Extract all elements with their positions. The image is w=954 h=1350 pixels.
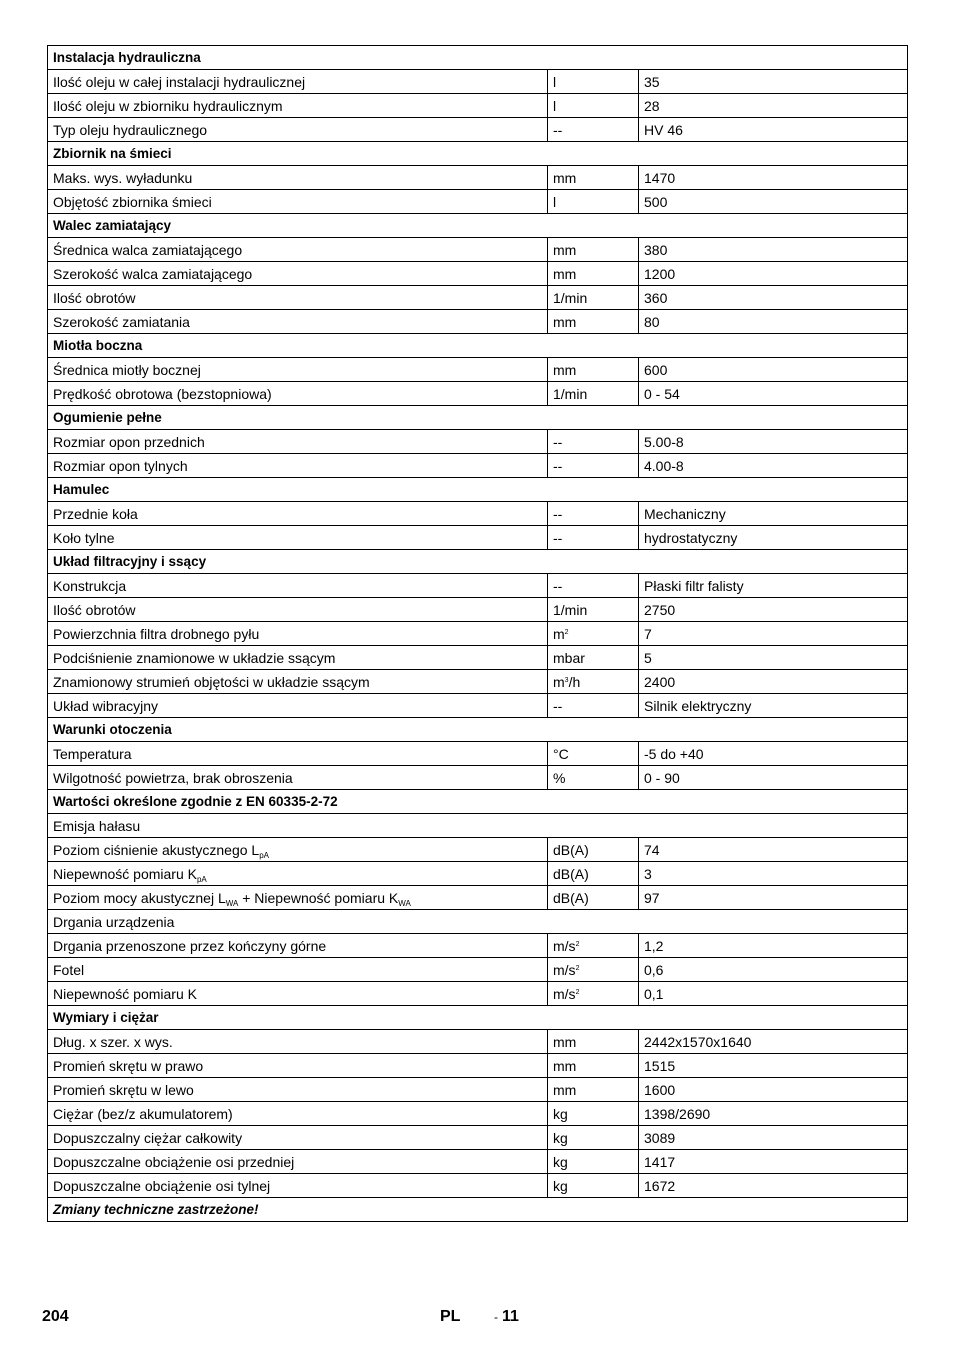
- section-row: [48, 142, 908, 166]
- spec-label: Średnica walca zamiatającego: [48, 238, 548, 262]
- spec-unit: --: [548, 694, 639, 718]
- section-heading: Hamulec: [48, 478, 908, 502]
- spec-value: 2750: [639, 598, 908, 622]
- spec-row: [48, 1078, 908, 1102]
- spec-label: Dopuszczalne obciążenie osi tylnej: [48, 1174, 548, 1198]
- spec-row: [48, 190, 908, 214]
- spec-value: 4.00-8: [639, 454, 908, 478]
- spec-value: 1470: [639, 166, 908, 190]
- spec-unit: --: [548, 430, 639, 454]
- spec-label: Ilość oleju w zbiorniku hydraulicznym: [48, 94, 548, 118]
- spec-label: Promień skrętu w lewo: [48, 1078, 548, 1102]
- spec-label: Drgania przenoszone przez kończyny górne: [48, 934, 548, 958]
- language-code: PL: [440, 1308, 461, 1325]
- spec-value: 0 - 90: [639, 766, 908, 790]
- subscript-text: WA: [398, 898, 411, 908]
- spec-unit: [548, 622, 639, 646]
- spec-unit: mm: [548, 1054, 639, 1078]
- spec-label: Koło tylne: [48, 526, 548, 550]
- spec-unit: kg: [548, 1174, 639, 1198]
- spec-unit: l: [548, 94, 639, 118]
- section-row: [48, 550, 908, 574]
- spec-unit: --: [548, 454, 639, 478]
- spec-row: [48, 982, 908, 1006]
- spec-value: Mechaniczny: [639, 502, 908, 526]
- spec-row: [48, 382, 908, 406]
- spec-unit: 1/min: [548, 598, 639, 622]
- spec-label: Dług. x szer. x wys.: [48, 1030, 548, 1054]
- spec-unit: --: [548, 574, 639, 598]
- spec-row: [48, 1174, 908, 1198]
- spec-label: Promień skrętu w prawo: [48, 1054, 548, 1078]
- spec-unit: --: [548, 118, 639, 142]
- spec-value: 380: [639, 238, 908, 262]
- spec-value: 1398/2690: [639, 1102, 908, 1126]
- subscript-text: pA: [259, 850, 270, 860]
- spec-row: [48, 670, 908, 694]
- spec-row: [48, 502, 908, 526]
- spec-row: [48, 1150, 908, 1174]
- section-heading: Wymiary i ciężar: [48, 1006, 908, 1030]
- spec-unit: l: [548, 190, 639, 214]
- spec-value: 80: [639, 310, 908, 334]
- subheading-row: [48, 814, 908, 838]
- spec-value: 1,2: [639, 934, 908, 958]
- spec-row: [48, 934, 908, 958]
- spec-row: [48, 1030, 908, 1054]
- section-heading: Warunki otoczenia: [48, 718, 908, 742]
- spec-row: [48, 622, 908, 646]
- spec-unit: 1/min: [548, 382, 639, 406]
- spec-label: Dopuszczalny ciężar całkowity: [48, 1126, 548, 1150]
- spec-label: Niepewność pomiaru K: [48, 982, 548, 1006]
- superscript-text: 2: [564, 628, 569, 636]
- spec-label: Znamionowy strumień objętości w układzie ssącym: [48, 670, 548, 694]
- spec-value: HV 46: [639, 118, 908, 142]
- spec-unit: %: [548, 766, 639, 790]
- section-row: [48, 46, 908, 70]
- spec-label: Rozmiar opon tylnych: [48, 454, 548, 478]
- spec-row: [48, 574, 908, 598]
- section-heading: Miotła boczna: [48, 334, 908, 358]
- spec-row: [48, 310, 908, 334]
- spec-row: [48, 598, 908, 622]
- spec-label: Ilość oleju w całej instalacji hydraulicznej: [48, 70, 548, 94]
- spec-unit: dB(A): [548, 886, 639, 910]
- spec-row: [48, 862, 908, 886]
- spec-unit: [548, 958, 639, 982]
- spec-value: 35: [639, 70, 908, 94]
- spec-label: [48, 838, 548, 862]
- spec-unit: --: [548, 502, 639, 526]
- spec-label: Objętość zbiornika śmieci: [48, 190, 548, 214]
- spec-value: 2442x1570x1640: [639, 1030, 908, 1054]
- spec-label: Układ wibracyjny: [48, 694, 548, 718]
- spec-value: 1515: [639, 1054, 908, 1078]
- spec-row: [48, 646, 908, 670]
- spec-value: 1672: [639, 1174, 908, 1198]
- spec-unit: [548, 670, 639, 694]
- subscript-text: WA: [225, 898, 239, 908]
- spec-value: Płaski filtr falisty: [639, 574, 908, 598]
- spec-unit: mm: [548, 238, 639, 262]
- spec-row: [48, 1126, 908, 1150]
- spec-label: [48, 862, 548, 886]
- spec-row: [48, 358, 908, 382]
- spec-unit: l: [548, 70, 639, 94]
- section-heading: Instalacja hydrauliczna: [48, 46, 908, 70]
- spec-unit: [548, 934, 639, 958]
- section-row: [48, 214, 908, 238]
- section-page-value: 11: [502, 1308, 519, 1325]
- spec-unit: dB(A): [548, 862, 639, 886]
- spec-row: [48, 262, 908, 286]
- section-row: [48, 334, 908, 358]
- section-heading: Walec zamiatający: [48, 214, 908, 238]
- spec-value: 3: [639, 862, 908, 886]
- spec-label: Przednie koła: [48, 502, 548, 526]
- spec-label: Fotel: [48, 958, 548, 982]
- spec-unit: mbar: [548, 646, 639, 670]
- page-number: 204: [42, 1308, 69, 1325]
- spec-label: Typ oleju hydraulicznego: [48, 118, 548, 142]
- text-segment: Niepewność pomiaru K: [53, 865, 197, 882]
- spec-value: Silnik elektryczny: [639, 694, 908, 718]
- spec-value: 5.00-8: [639, 430, 908, 454]
- spec-value: 28: [639, 94, 908, 118]
- spec-row: [48, 286, 908, 310]
- section-row: [48, 718, 908, 742]
- spec-label: [48, 886, 548, 910]
- spec-row: [48, 1102, 908, 1126]
- spec-row: [48, 742, 908, 766]
- spec-unit: mm: [548, 262, 639, 286]
- section-heading: Ogumienie pełne: [48, 406, 908, 430]
- spec-row: [48, 694, 908, 718]
- section-row: [48, 790, 908, 814]
- section-heading: Wartości określone zgodnie z EN 60335-2-72: [48, 790, 908, 814]
- footnote-text: Zmiany techniczne zastrzeżone!: [48, 1198, 908, 1222]
- section-row: [48, 406, 908, 430]
- spec-label: Ilość obrotów: [48, 598, 548, 622]
- superscript-text: 2: [575, 964, 580, 972]
- text-segment: + Niepewność pomiaru K: [238, 889, 399, 906]
- spec-label: Szerokość zamiatania: [48, 310, 548, 334]
- spec-label: Dopuszczalne obciążenie osi przedniej: [48, 1150, 548, 1174]
- spec-value: 74: [639, 838, 908, 862]
- spec-value: 0 - 54: [639, 382, 908, 406]
- spec-unit: [548, 982, 639, 1006]
- spec-value: 1200: [639, 262, 908, 286]
- spec-row: [48, 166, 908, 190]
- spec-value: 3089: [639, 1126, 908, 1150]
- spec-label: Średnica miotły bocznej: [48, 358, 548, 382]
- spec-unit: °C: [548, 742, 639, 766]
- spec-unit: mm: [548, 358, 639, 382]
- spec-label: Rozmiar opon przednich: [48, 430, 548, 454]
- spec-unit: kg: [548, 1102, 639, 1126]
- spec-value: 97: [639, 886, 908, 910]
- subheading-label: Emisja hałasu: [48, 814, 908, 838]
- spec-row: [48, 454, 908, 478]
- spec-row: [48, 838, 908, 862]
- spec-row: [48, 430, 908, 454]
- section-heading: Zbiornik na śmieci: [48, 142, 908, 166]
- spec-value: 0,1: [639, 982, 908, 1006]
- spec-row: [48, 94, 908, 118]
- superscript-text: 2: [575, 940, 580, 948]
- spec-value: hydrostatyczny: [639, 526, 908, 550]
- text-segment: /h: [568, 673, 581, 690]
- spec-row: [48, 766, 908, 790]
- spec-row: [48, 886, 908, 910]
- spec-label: Prędkość obrotowa (bezstopniowa): [48, 382, 548, 406]
- spec-unit: mm: [548, 166, 639, 190]
- page-dash: -: [494, 1310, 498, 1324]
- text-segment: m/s: [553, 937, 576, 954]
- subscript-text: pA: [196, 874, 207, 884]
- spec-value: 7: [639, 622, 908, 646]
- technical-data-table: [47, 45, 908, 1222]
- spec-row: [48, 526, 908, 550]
- text-segment: m: [553, 673, 565, 690]
- spec-unit: dB(A): [548, 838, 639, 862]
- section-row: [48, 1006, 908, 1030]
- spec-value: 0,6: [639, 958, 908, 982]
- spec-label: Maks. wys. wyładunku: [48, 166, 548, 190]
- spec-value: -5 do +40: [639, 742, 908, 766]
- spec-value: 1600: [639, 1078, 908, 1102]
- spec-value: 2400: [639, 670, 908, 694]
- subheading-label: Drgania urządzenia: [48, 910, 908, 934]
- text-segment: m: [553, 625, 565, 642]
- spec-unit: mm: [548, 1078, 639, 1102]
- spec-row: [48, 238, 908, 262]
- spec-label: Podciśnienie znamionowe w układzie ssącym: [48, 646, 548, 670]
- spec-unit: kg: [548, 1126, 639, 1150]
- spec-unit: kg: [548, 1150, 639, 1174]
- spec-label: Temperatura: [48, 742, 548, 766]
- text-segment: Poziom ciśnienie akustycznego L: [53, 841, 260, 858]
- spec-label: Szerokość walca zamiatającego: [48, 262, 548, 286]
- spec-label: Wilgotność powietrza, brak obroszenia: [48, 766, 548, 790]
- section-page-number: [494, 1307, 519, 1327]
- superscript-text: 2: [575, 988, 580, 996]
- spec-row: [48, 1054, 908, 1078]
- spec-label: Ilość obrotów: [48, 286, 548, 310]
- spec-label: Konstrukcja: [48, 574, 548, 598]
- spec-label: Ciężar (bez/z akumulatorem): [48, 1102, 548, 1126]
- spec-value: 5: [639, 646, 908, 670]
- spec-unit: --: [548, 526, 639, 550]
- spec-value: 500: [639, 190, 908, 214]
- text-segment: m/s: [553, 985, 576, 1002]
- spec-row: [48, 118, 908, 142]
- subheading-row: [48, 910, 908, 934]
- spec-unit: mm: [548, 1030, 639, 1054]
- technical-data-body: [48, 46, 908, 1222]
- spec-value: 600: [639, 358, 908, 382]
- spec-value: 360: [639, 286, 908, 310]
- spec-unit: mm: [548, 310, 639, 334]
- text-segment: Poziom mocy akustycznej L: [53, 889, 226, 906]
- spec-value: 1417: [639, 1150, 908, 1174]
- section-row: [48, 478, 908, 502]
- spec-unit: 1/min: [548, 286, 639, 310]
- section-heading: Układ filtracyjny i ssący: [48, 550, 908, 574]
- text-segment: m/s: [553, 961, 576, 978]
- spec-row: [48, 70, 908, 94]
- spec-label: Powierzchnia filtra drobnego pyłu: [48, 622, 548, 646]
- spec-row: [48, 958, 908, 982]
- footnote-row: [48, 1198, 908, 1222]
- superscript-text: 3: [564, 676, 569, 684]
